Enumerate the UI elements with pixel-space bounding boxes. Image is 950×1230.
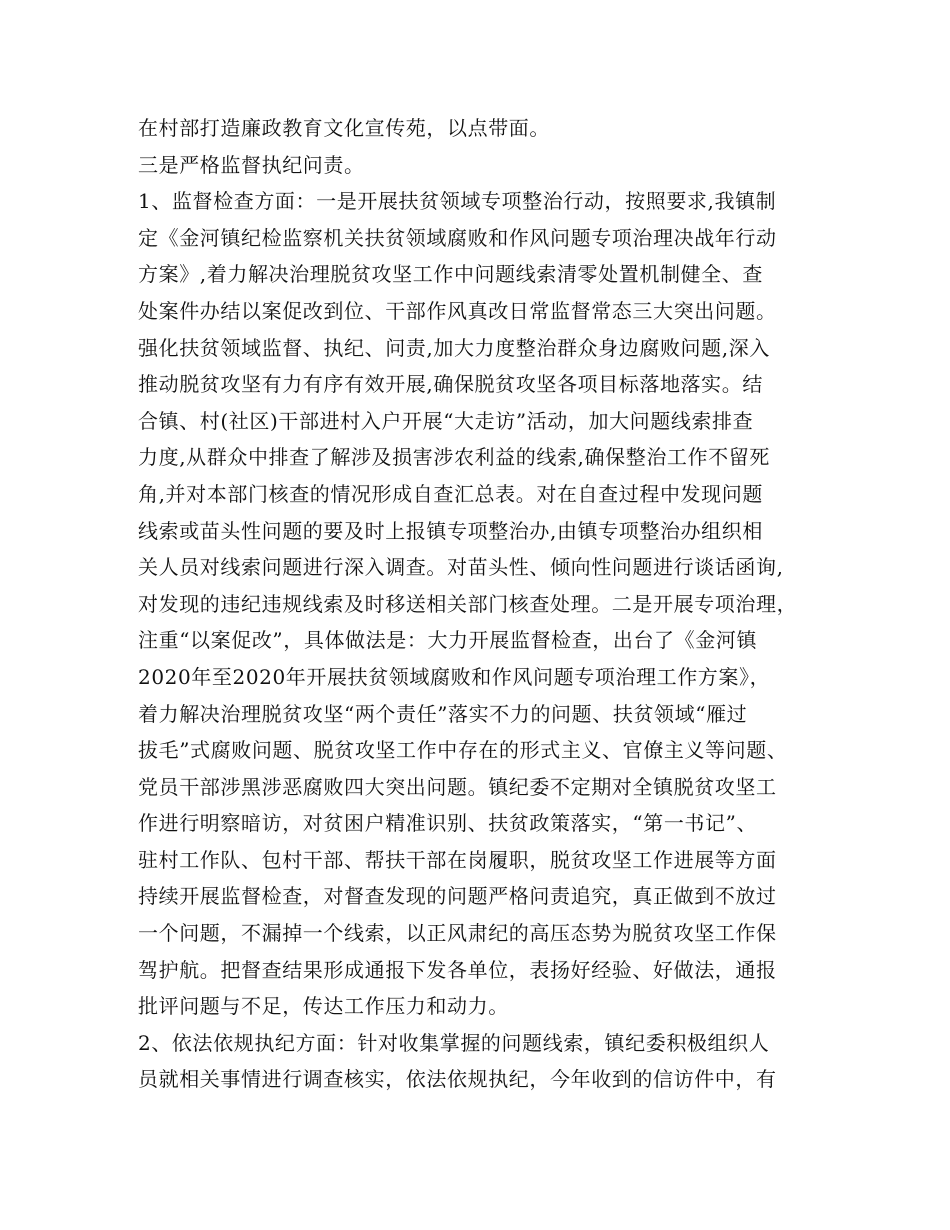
text-line: 三是严格监督执纪问责。 <box>138 152 365 177</box>
text-line: 处案件办结以案促改到位、干部作风真改日常监督常态三大突出问题。 <box>138 298 777 323</box>
text-line: 2、依法依规执纪方面：针对收集掌握的问题线索，镇纪委积极组织人 <box>138 1030 770 1055</box>
text-line: 定《金河镇纪检监察机关扶贫领域腐败和作风问题专项治理决战年行动 <box>138 225 777 250</box>
text-line: 党员干部涉黑涉恶腐败四大突出问题。镇纪委不定期对全镇脱贫攻坚工 <box>138 774 777 799</box>
text-line: 拔毛”式腐败问题、脱贫攻坚工作中存在的形式主义、官僚主义等问题、 <box>138 738 788 763</box>
text-line: 推动脱贫攻坚有力有序有效开展,确保脱贫攻坚各项目标落地落实。结 <box>138 372 763 397</box>
text-line: 对发现的违纪违规线索及时移送相关部门核查处理。二是开展专项治理， <box>138 591 798 616</box>
document-body <box>138 110 828 1098</box>
text-line: 一个问题，不漏掉一个线索，以正风肃纪的高压态势为脱贫攻坚工作保 <box>138 921 777 946</box>
text-line: 关人员对线索问题进行深入调查。对苗头性、倾向性问题进行谈话函询, <box>138 555 784 580</box>
text-line: 强化扶贫领域监督、执纪、问责,加大力度整治群众身边腐败问题,深入 <box>138 335 770 360</box>
text-line: 合镇、村(社区)干部进村入户开展“大走访”活动，加大问题线索排查 <box>138 408 754 433</box>
text-line: 驻村工作队、包村干部、帮扶干部在岗履职，脱贫攻坚工作进展等方面 <box>138 847 777 872</box>
text-line: 驾护航。把督查结果形成通报下发各单位，表扬好经验、好做法，通报 <box>138 957 777 982</box>
text-line: 员就相关事情进行调查核实，依法依规执纪，今年收到的信访件中，有 <box>138 1067 777 1092</box>
text-line: 作进行明察暗访，对贫困户精准识别、扶贫政策落实，“第一书记”、 <box>138 811 758 836</box>
text-line: 线索或苗头性问题的要及时上报镇专项整治办,由镇专项整治办组织相 <box>138 518 763 543</box>
text-line: 2020年至2020年开展扶贫领域腐败和作风问题专项治理工作方案》， <box>138 664 771 689</box>
text-line: 注重“以案促改”，具体做法是：大力开展监督检查，出台了《金河镇 <box>138 628 758 653</box>
text-line: 力度,从群众中排查了解涉及损害涉农利益的线索,确保整治工作不留死 <box>138 445 770 470</box>
text-line: 着力解决治理脱贫攻坚“两个责任”落实不力的问题、扶贫领域“雁过 <box>138 701 748 726</box>
text-line: 持续开展监督检查，对督查发现的问题严格问责追究，真正做到不放过 <box>138 884 777 909</box>
text-line: 批评问题与不足，传达工作压力和动力。 <box>138 994 509 1019</box>
text-line: 角,并对本部门核查的情况形成自查汇总表。对在自查过程中发现问题 <box>138 481 763 506</box>
text-line: 在村部打造廉政教育文化宣传苑，以点带面。 <box>138 116 550 140</box>
text-line: 方案》,着力解决治理脱贫攻坚工作中问题线索清零处置机制健全、查 <box>138 262 763 287</box>
text-line: 1、监督检查方面：一是开展扶贫领域专项整治行动，按照要求,我镇制 <box>138 189 777 214</box>
